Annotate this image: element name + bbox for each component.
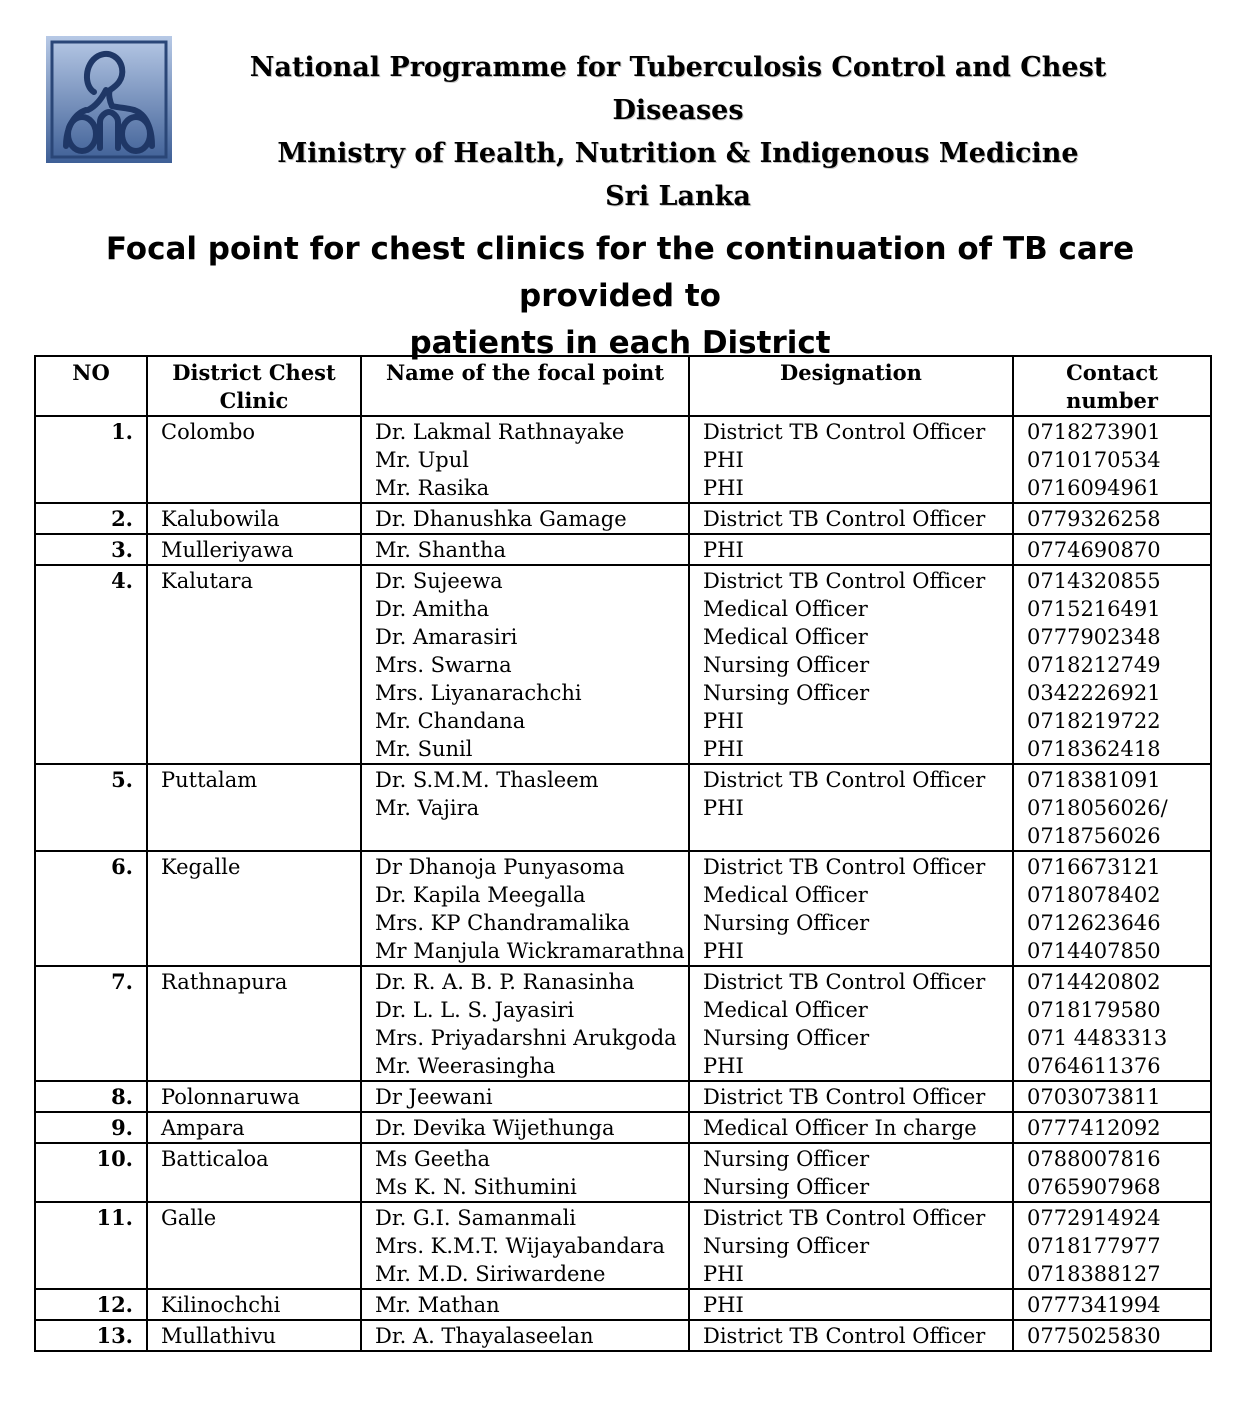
focal-name: Ms K. N. Sithumini — [375, 1175, 577, 1199]
contact-number: 0718056026/ — [1027, 796, 1168, 820]
focal-name: Dr. Amarasiri — [375, 625, 518, 649]
contact-number: 0775025830 — [1027, 1324, 1161, 1348]
district-cell: Kilinochchi — [147, 1289, 361, 1320]
focal-name: Mr. Vajira — [375, 796, 480, 820]
focal-name-cell — [361, 851, 689, 966]
designation: Nursing Officer — [703, 1234, 870, 1258]
focal-name-cell — [361, 1202, 689, 1289]
contact-number: 0718179580 — [1027, 998, 1161, 1022]
contact-cell — [1013, 764, 1211, 851]
district-cell: Kalubowila — [147, 503, 361, 534]
designation: PHI — [703, 796, 744, 820]
designation: PHI — [703, 476, 744, 500]
focal-name: Mr. Sunil — [375, 737, 473, 761]
contact-number: 0718381091 — [1027, 768, 1161, 792]
district-cell: Puttalam — [147, 764, 361, 851]
designation-cell — [689, 1081, 1013, 1112]
focal-name: Ms Geetha — [375, 1147, 491, 1171]
table-row — [35, 503, 1211, 534]
designation: Medical Officer In charge — [703, 1116, 977, 1140]
designation: Medical Officer — [703, 597, 868, 621]
header-contact: Contact number — [1013, 356, 1211, 416]
focal-name: Mr. Upul — [375, 448, 469, 472]
focal-name: Dr. A. Thayalaseelan — [375, 1324, 594, 1348]
designation: District TB Control Officer — [703, 569, 986, 593]
row-number: 1. — [35, 416, 147, 503]
table-row — [35, 1289, 1211, 1320]
contact-cell — [1013, 503, 1211, 534]
contact-cell — [1013, 1112, 1211, 1143]
table-row — [35, 565, 1211, 764]
organization-header — [200, 46, 1156, 218]
table-header-row — [35, 356, 1211, 416]
focal-name-cell — [361, 1289, 689, 1320]
contact-cell — [1013, 1143, 1211, 1202]
contact-number: 0777412092 — [1027, 1116, 1161, 1140]
designation-cell — [689, 416, 1013, 503]
focal-name-cell — [361, 1143, 689, 1202]
designation-cell — [689, 764, 1013, 851]
contact-number: 0718219722 — [1027, 709, 1161, 733]
focal-name: Dr. Lakmal Rathnayake — [375, 420, 625, 444]
contact-number: 0714407850 — [1027, 939, 1161, 963]
designation: Medical Officer — [703, 625, 868, 649]
contact-number: 0715216491 — [1027, 597, 1161, 621]
focal-name: Mr. Rasika — [375, 476, 490, 500]
title-line-1: Focal point for chest clinics for the continuation of TB care provided to — [105, 231, 1135, 314]
designation: District TB Control Officer — [703, 507, 986, 531]
header-district: District Chest Clinic — [147, 356, 361, 416]
focal-name-cell — [361, 534, 689, 565]
designation: District TB Control Officer — [703, 855, 986, 879]
focal-name-cell — [361, 1081, 689, 1112]
designation: Medical Officer — [703, 883, 868, 907]
district-cell: Mulleriyawa — [147, 534, 361, 565]
designation: District TB Control Officer — [703, 1206, 986, 1230]
district-cell: Ampara — [147, 1112, 361, 1143]
header-country: Sri Lanka — [605, 181, 751, 212]
designation-cell — [689, 534, 1013, 565]
row-number: 9. — [35, 1112, 147, 1143]
designation-cell — [689, 851, 1013, 966]
focal-name: Mr. Shantha — [375, 538, 507, 562]
district-cell: Rathnapura — [147, 966, 361, 1081]
designation-cell — [689, 565, 1013, 764]
district-cell: Colombo — [147, 416, 361, 503]
designation: PHI — [703, 737, 744, 761]
focal-name: Mr Manjula Wickramarathna — [375, 939, 685, 963]
focal-name-cell — [361, 416, 689, 503]
contact-number: 0714420802 — [1027, 970, 1161, 994]
contact-number: 0703073811 — [1027, 1085, 1161, 1109]
header-name: Name of the focal point — [361, 356, 689, 416]
focal-name: Mrs. KP Chandramalika — [375, 911, 630, 935]
header-programme: National Programme for Tuberculosis Control and Chest Diseases — [249, 52, 1107, 126]
document-title — [30, 226, 1210, 367]
contact-cell — [1013, 565, 1211, 764]
contact-cell — [1013, 1289, 1211, 1320]
contact-number: 0716094961 — [1027, 476, 1161, 500]
contact-cell — [1013, 1202, 1211, 1289]
contact-cell — [1013, 851, 1211, 966]
contact-number: 0779326258 — [1027, 507, 1161, 531]
focal-name: Mrs. Priyadarshni Arukgoda — [375, 1026, 677, 1050]
designation-cell — [689, 1202, 1013, 1289]
designation: District TB Control Officer — [703, 1085, 986, 1109]
row-number: 12. — [35, 1289, 147, 1320]
designation-cell — [689, 503, 1013, 534]
focal-name: Mrs. Swarna — [375, 653, 512, 677]
contact-number: 071 4483313 — [1027, 1026, 1168, 1050]
district-cell: Kegalle — [147, 851, 361, 966]
district-cell: Polonnaruwa — [147, 1081, 361, 1112]
row-number: 11. — [35, 1202, 147, 1289]
designation-cell — [689, 1320, 1013, 1351]
focal-name-cell — [361, 565, 689, 764]
designation: Medical Officer — [703, 998, 868, 1022]
row-number: 4. — [35, 565, 147, 764]
row-number: 2. — [35, 503, 147, 534]
header-ministry: Ministry of Health, Nutrition & Indigenous Medicine — [277, 138, 1079, 169]
contact-number: 0716673121 — [1027, 855, 1161, 879]
designation: Nursing Officer — [703, 1175, 870, 1199]
focal-name: Dr. Sujeewa — [375, 569, 503, 593]
row-number: 3. — [35, 534, 147, 565]
designation: District TB Control Officer — [703, 768, 986, 792]
contact-number: 0764611376 — [1027, 1054, 1161, 1078]
row-number: 6. — [35, 851, 147, 966]
contact-number: 0718177977 — [1027, 1234, 1161, 1258]
designation: PHI — [703, 709, 744, 733]
focal-name: Mr. Mathan — [375, 1293, 500, 1317]
focal-name: Mr. M.D. Siriwardene — [375, 1262, 606, 1286]
contact-cell — [1013, 534, 1211, 565]
contact-number: 0777341994 — [1027, 1293, 1161, 1317]
focal-name: Dr. L. L. S. Jayasiri — [375, 998, 575, 1022]
district-cell: Galle — [147, 1202, 361, 1289]
focal-name: Mr. Weerasingha — [375, 1054, 556, 1078]
table-row — [35, 764, 1211, 851]
designation: PHI — [703, 538, 744, 562]
designation: Nursing Officer — [703, 1026, 870, 1050]
contact-number: 0710170534 — [1027, 448, 1161, 472]
contact-number: 0718756026 — [1027, 824, 1161, 848]
focal-name: Dr. Amitha — [375, 597, 490, 621]
focal-name: Mrs. Liyanarachchi — [375, 681, 582, 705]
contact-number: 0777902348 — [1027, 625, 1161, 649]
row-number: 8. — [35, 1081, 147, 1112]
contact-number: 0788007816 — [1027, 1147, 1161, 1171]
focal-name-cell — [361, 503, 689, 534]
row-number: 7. — [35, 966, 147, 1081]
district-cell: Mullathivu — [147, 1320, 361, 1351]
focal-name: Dr. Kapila Meegalla — [375, 883, 586, 907]
designation: PHI — [703, 1054, 744, 1078]
contact-number: 0718212749 — [1027, 653, 1161, 677]
designation: PHI — [703, 1293, 744, 1317]
designation: Nursing Officer — [703, 681, 870, 705]
designation: District TB Control Officer — [703, 1324, 986, 1348]
designation: District TB Control Officer — [703, 420, 986, 444]
table-row — [35, 1143, 1211, 1202]
contact-number: 0774690870 — [1027, 538, 1161, 562]
row-number: 13. — [35, 1320, 147, 1351]
designation: PHI — [703, 448, 744, 472]
designation-cell — [689, 1143, 1013, 1202]
table-row — [35, 851, 1211, 966]
district-cell: Batticaloa — [147, 1143, 361, 1202]
contact-cell — [1013, 1320, 1211, 1351]
contact-number: 0718388127 — [1027, 1262, 1161, 1286]
focal-name: Dr. Dhanushka Gamage — [375, 507, 627, 531]
focal-name: Dr Jeewani — [375, 1085, 493, 1109]
contact-number: 0714320855 — [1027, 569, 1161, 593]
row-number: 5. — [35, 764, 147, 851]
table-row — [35, 1081, 1211, 1112]
designation-cell — [689, 966, 1013, 1081]
focal-name-cell — [361, 966, 689, 1081]
table-row — [35, 1112, 1211, 1143]
designation: District TB Control Officer — [703, 970, 986, 994]
table-row — [35, 534, 1211, 565]
focal-name: Dr Dhanoja Punyasoma — [375, 855, 625, 879]
focal-name-cell — [361, 1112, 689, 1143]
district-cell: Kalutara — [147, 565, 361, 764]
contact-cell — [1013, 416, 1211, 503]
focal-name: Dr. Devika Wijethunga — [375, 1116, 615, 1140]
focal-point-table — [34, 355, 1212, 1352]
header-no: NO — [35, 356, 147, 416]
contact-cell — [1013, 1081, 1211, 1112]
table-row — [35, 1320, 1211, 1351]
row-number: 10. — [35, 1143, 147, 1202]
table-row — [35, 1202, 1211, 1289]
designation: Nursing Officer — [703, 653, 870, 677]
lungs-emblem-icon — [46, 36, 172, 163]
title-line-2: patients in each District — [409, 325, 831, 361]
focal-name: Dr. G.I. Samanmali — [375, 1206, 576, 1230]
contact-number: 0765907968 — [1027, 1175, 1161, 1199]
header-designation: Designation — [689, 356, 1013, 416]
table-body — [35, 416, 1211, 1351]
contact-number: 0712623646 — [1027, 911, 1161, 935]
designation: PHI — [703, 1262, 744, 1286]
table-row — [35, 416, 1211, 503]
contact-number: 0772914924 — [1027, 1206, 1161, 1230]
contact-number: 0342226921 — [1027, 681, 1161, 705]
focal-name: Dr. S.M.M. Thasleem — [375, 768, 599, 792]
contact-number: 0718273901 — [1027, 420, 1161, 444]
focal-name-cell — [361, 1320, 689, 1351]
designation-cell — [689, 1289, 1013, 1320]
designation: Nursing Officer — [703, 1147, 870, 1171]
focal-name-cell — [361, 764, 689, 851]
designation: Nursing Officer — [703, 911, 870, 935]
contact-cell — [1013, 966, 1211, 1081]
focal-name: Mrs. K.M.T. Wijayabandara — [375, 1234, 665, 1258]
focal-name: Mr. Chandana — [375, 709, 526, 733]
contact-number: 0718362418 — [1027, 737, 1161, 761]
table-row — [35, 966, 1211, 1081]
focal-name: Dr. R. A. B. P. Ranasinha — [375, 970, 635, 994]
designation: PHI — [703, 939, 744, 963]
designation-cell — [689, 1112, 1013, 1143]
contact-number: 0718078402 — [1027, 883, 1161, 907]
